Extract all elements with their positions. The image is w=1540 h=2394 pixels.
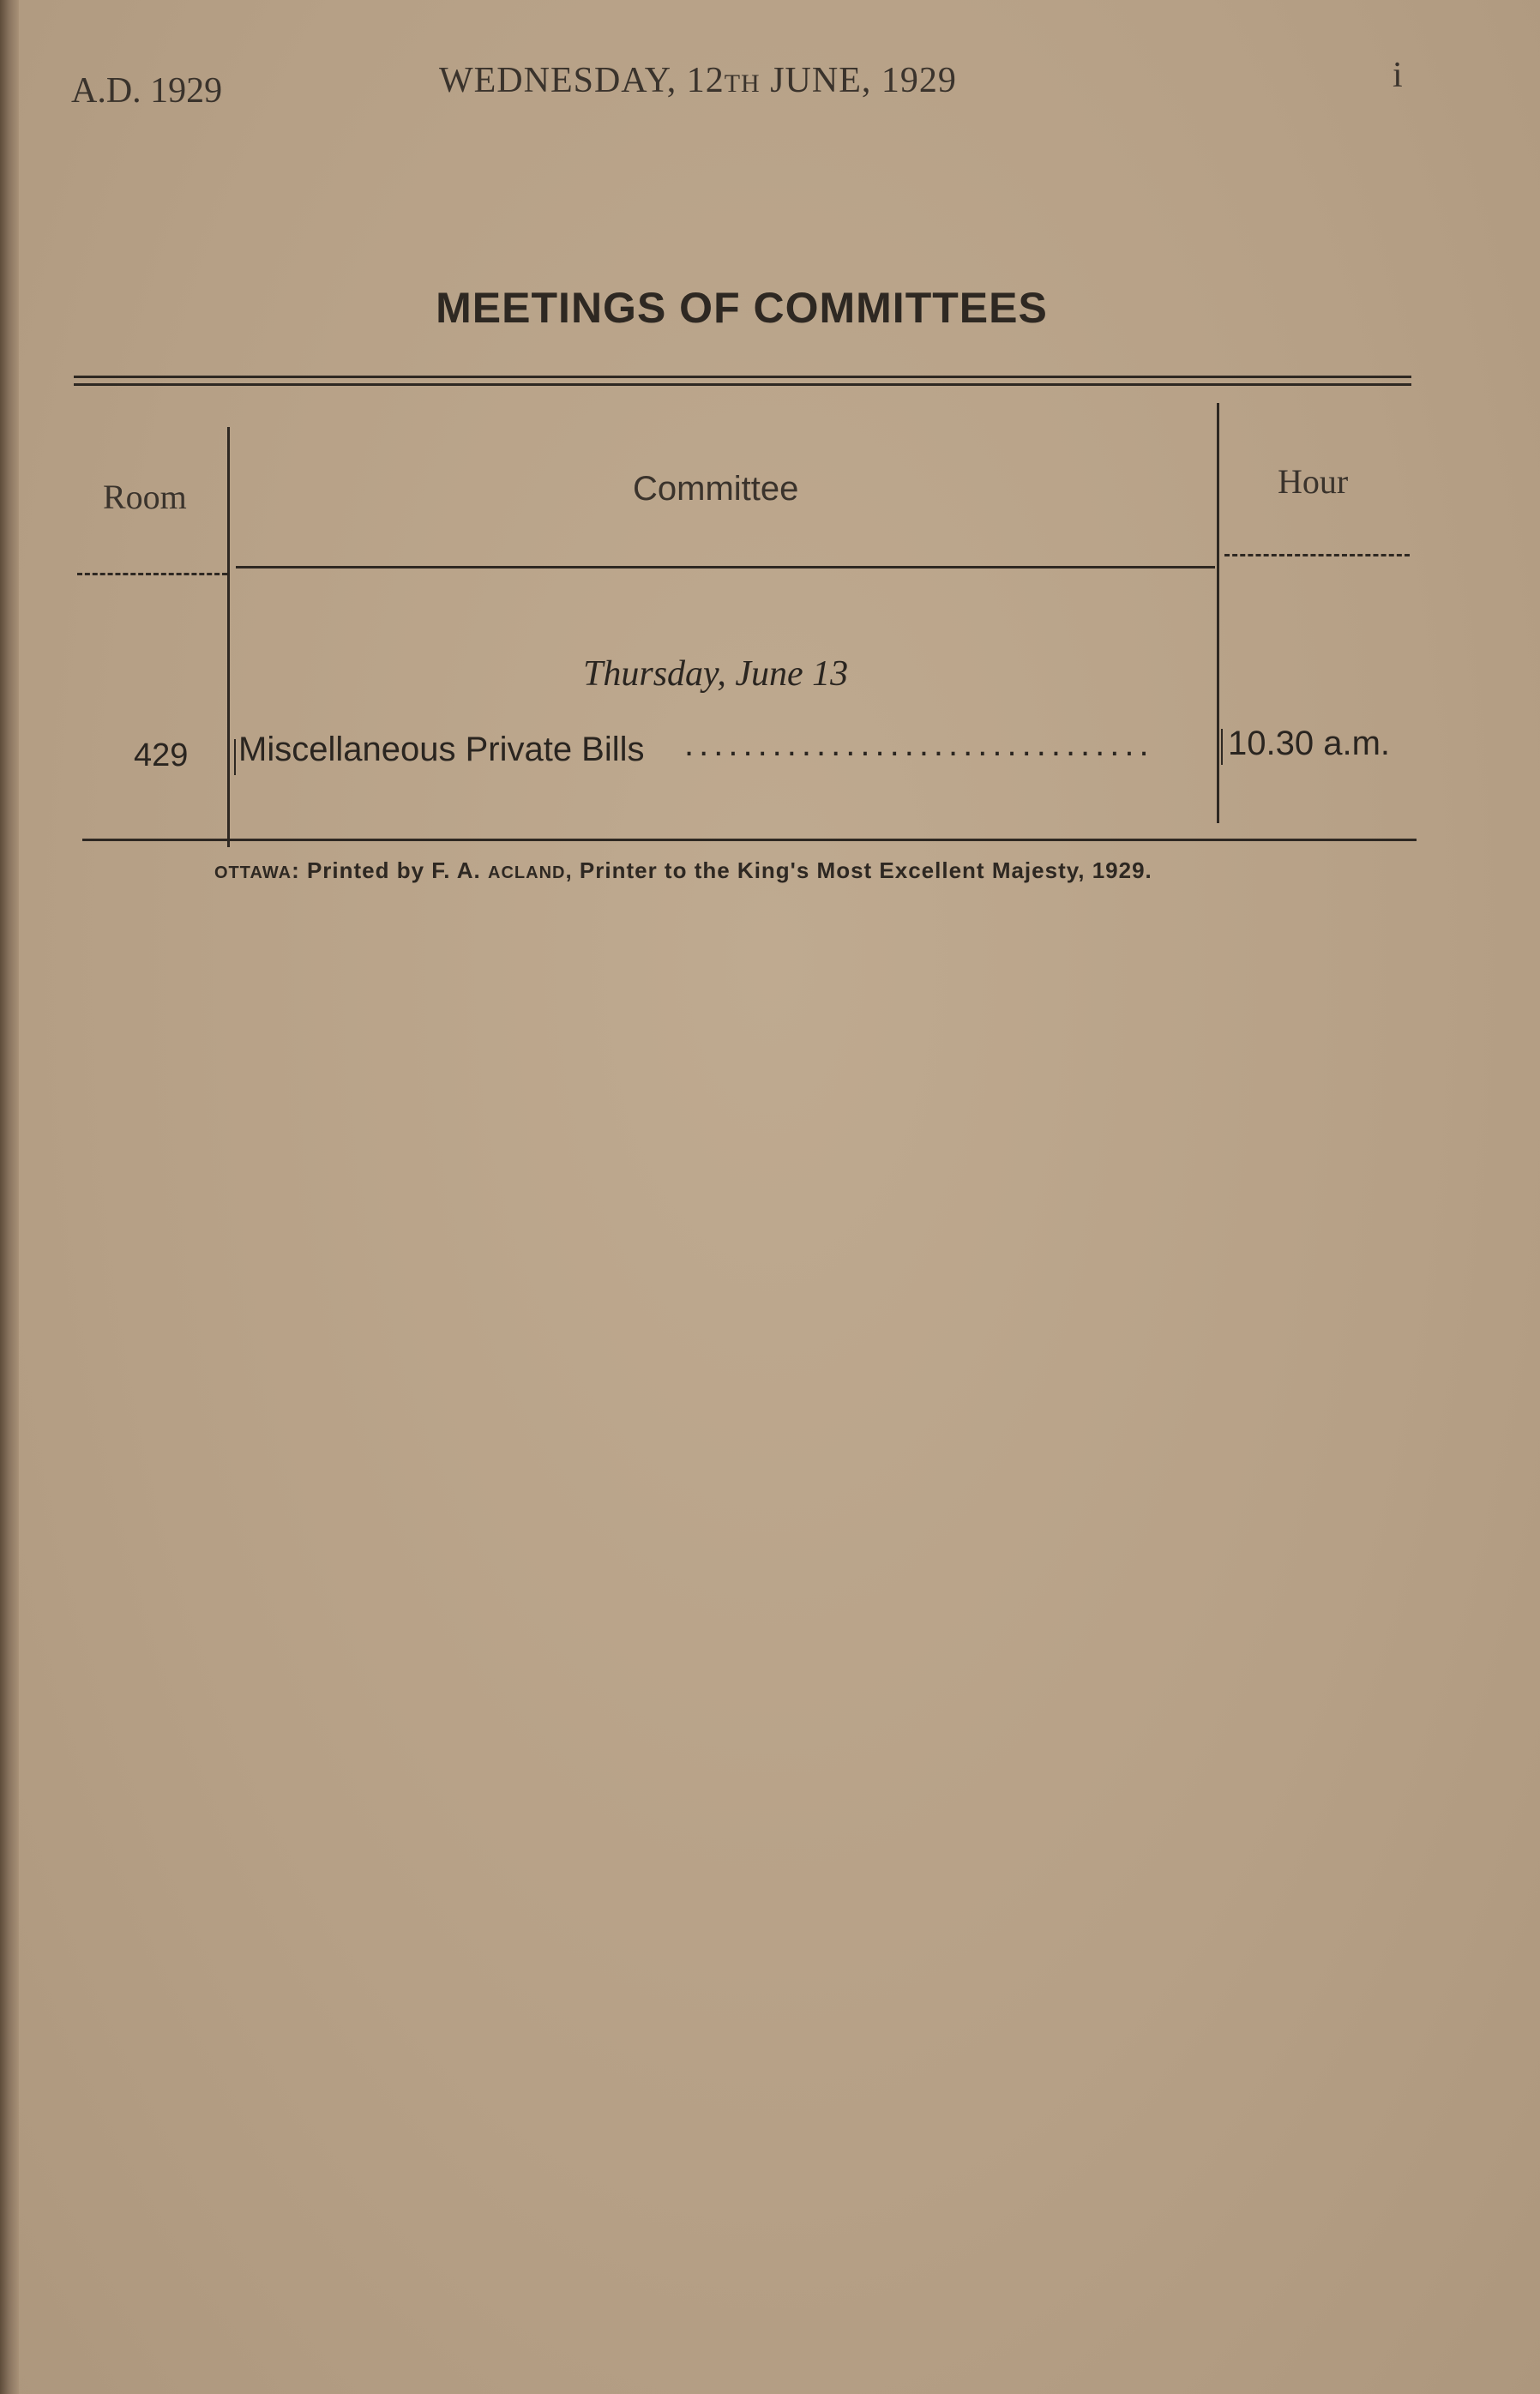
imprint-city: OTTAWA [214,863,292,882]
page-title: MEETINGS OF COMMITTEES [436,284,1048,332]
top-rule-upper [74,376,1411,378]
dot-leader: ................................ [684,725,1154,763]
imprint-text-2: , Printer to the King's Most Excellent Majesty, 1929. [565,857,1152,883]
column-separator-room [227,427,230,847]
header-left: A.D. 1929 [71,71,223,111]
room-number: 429 [134,737,189,773]
header-date-post: JUNE, 1929 [760,61,957,100]
committee-name: Miscellaneous Private Bills [238,731,645,768]
column-header-hour: Hour [1278,462,1349,501]
column-separator-hour [1217,403,1219,823]
column-header-room: Room [103,478,187,516]
room-header-underline [77,573,227,575]
committee-header-underline [236,566,1215,568]
printer-imprint [214,857,1152,884]
bottom-rule [82,839,1417,841]
header-date-pre: WEDNESDAY, 12 [439,61,725,100]
page-binding-edge [0,0,19,2394]
imprint-text-1: : Printed by F. A. [292,857,489,883]
hour-cell-bracket [1221,729,1223,765]
header-date [439,60,957,101]
meeting-hour: 10.30 a.m. [1228,725,1391,762]
column-header-committee: Committee [633,470,799,508]
section-date-label: Thursday, June 13 [583,654,849,694]
imprint-printer: ACLAND [488,863,566,882]
committee-cell-bracket [234,739,236,775]
top-rule-lower [74,383,1411,386]
header-date-suffix: TH [724,69,761,98]
hour-header-underline [1224,554,1410,556]
page-number: i [1393,56,1403,95]
